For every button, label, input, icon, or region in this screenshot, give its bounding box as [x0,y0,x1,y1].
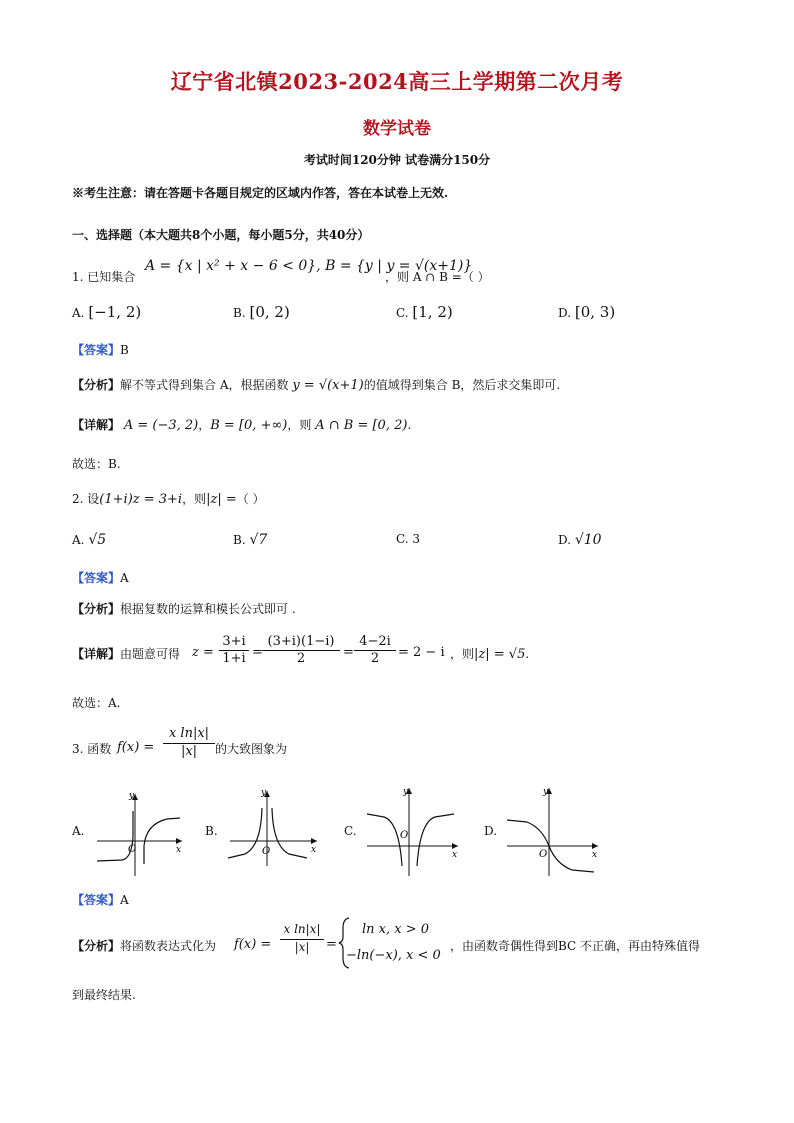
q1-detail [72,416,411,433]
q3-stem-suffix: 的大致图象为 [215,742,288,756]
origin-label: O [262,846,271,857]
q3-frac [163,726,215,759]
q2-option-d-value: √10 [574,532,602,548]
q3-analysis-eq: = [326,937,337,952]
q2-stem [72,490,265,507]
section-heading: 一、选择题（本大题共8个小题，每小题5分，共40分） [72,228,370,242]
x-label: x [592,850,598,860]
q1-option-b[interactable] [233,303,290,321]
q2-frac2 [262,634,340,666]
q3-analysis-frac [280,922,324,954]
q3-frac-den: |x| [163,743,215,759]
q1-analysis-text-b: 的值域得到集合 B，然后求交集即可. [363,378,561,392]
q3-graph-a[interactable] [92,786,192,878]
q1-option-c-label: C. [396,306,409,320]
exam-info: 考试时间120分钟 试卷满分150分 [303,153,491,167]
q1-option-b-label: B. [233,306,246,320]
origin-label: O [539,849,548,860]
q1-analysis-text-a: 解不等式得到集合 A，根据函数 [120,378,289,392]
q3-graph-d[interactable] [502,786,602,878]
q1-detail-tag: 【详解】 [72,418,121,432]
q1-option-d-label: D. [558,306,572,320]
x-axis-arrow-icon [176,838,182,844]
q1-answer [72,341,129,358]
q3-analysis-fx: f(x) = [234,937,272,952]
q1-stem-prefix: 已知集合 [87,270,136,284]
q1-set-b: , B = {y | y = √(x+1)} [316,258,473,274]
curve-right [272,808,307,858]
y-label: y [129,791,135,801]
q1-analysis-func: y = √(x+1) [292,378,364,393]
exam-subtitle: 数学试卷 [363,119,431,139]
q2-frac2-den: 2 [262,650,340,666]
curve-left [228,808,262,858]
curve-left [367,814,402,866]
q2-analysis-tag: 【分析】 [72,602,121,616]
q3-stem-prefix [72,740,111,757]
q3-number: 3. [72,742,84,756]
q2-option-b[interactable] [233,532,267,548]
x-label: x [176,845,182,855]
q3-fx: f(x) = [117,740,155,755]
q3-option-a-label[interactable]: A. [72,824,85,838]
q1-number: 1. [72,270,84,284]
q1-detail-sep: ， [198,418,211,432]
q3-piece1: ln x, x > 0 [362,922,430,937]
q2-detail-prefix [72,645,180,662]
q2-detail-period: . [525,647,530,661]
q2-stem-mid: ，则 [182,492,207,506]
q1-option-a-label: A. [72,306,85,320]
q2-option-b-label: B. [233,533,246,547]
q3-analysis-prefix [72,937,216,954]
q3-analysis-text-c: 到最终结果. [72,988,136,1002]
q2-option-d[interactable] [558,532,602,548]
x-label: x [311,845,317,855]
q2-frac1-den: 1+i [219,650,249,666]
q3-analysis-tag: 【分析】 [72,939,121,953]
q1-option-c-value: [1, 2) [412,303,453,321]
q1-choice: 故选：B. [72,457,121,471]
exam-notice: ※考生注意：请在答题卡各题目规定的区域内作答，答在本试卷上无效. [72,186,449,200]
q2-frac3 [354,634,396,666]
q2-z-equals: z = [192,645,214,660]
q3-analysis-frac-den: |x| [280,939,324,954]
q2-detail-end [450,645,529,662]
x-axis-arrow-icon [311,838,317,844]
q2-eq3: = 2 − i [398,645,445,660]
q3-analysis-text-a: 将函数表达式化为 [120,939,217,953]
q3-frac-num: x ln|x| [168,726,210,741]
q1-answer-value: B [120,343,129,357]
q2-option-b-value: √7 [249,532,268,548]
q2-detail-modulus: |z| = √5 [474,647,526,662]
q1-detail-set-b: B = [0, +∞) [210,418,288,433]
q3-piece2: −ln(−x), x < 0 [346,948,441,963]
q1-analysis-tag: 【分析】 [72,378,121,392]
origin-label: O [128,844,137,855]
q3-answer-tag: 【答案】 [72,893,121,907]
q1-detail-intersection: A ∩ B = [0, 2) [315,418,408,433]
q2-stem-suffix: （ ） [236,492,265,506]
q3-graph-c[interactable] [362,786,462,878]
q1-stem [72,268,135,285]
q2-detail-tag: 【详解】 [72,647,121,661]
q3-answer [72,891,129,908]
origin-label: O [400,830,409,841]
q2-option-d-label: D. [558,533,572,547]
q2-answer-tag: 【答案】 [72,571,121,585]
x-axis-arrow-icon [452,843,458,849]
curve-right [417,814,454,866]
q1-option-a-value: [−1, 2) [88,303,142,321]
q2-answer [72,569,129,586]
q1-option-d[interactable] [558,303,615,321]
q1-answer-tag: 【答案】 [72,343,121,357]
q2-stem-abs: |z| = [206,492,237,507]
q2-answer-value: A [120,571,129,585]
q2-detail-then: ，则 [450,647,475,661]
q3-answer-value: A [120,893,129,907]
x-axis-arrow-icon [592,843,598,849]
q3-option-b-label[interactable]: B. [205,824,218,838]
q2-frac3-num: 4−2i [359,634,391,649]
q3-option-d-label[interactable]: D. [484,824,498,838]
q2-stem-prefix: 设 [87,492,100,506]
q1-option-a[interactable] [72,303,141,321]
q2-eq2: = [343,645,354,660]
q2-option-a[interactable] [72,532,106,548]
q3-analysis-text-b: ，由函数奇偶性得到BC 不正确，再由特殊值得 [450,939,701,953]
q2-option-a-label: A. [72,533,85,547]
q2-frac1-num: 3+i [222,634,246,649]
q2-option-a-value: √5 [88,532,107,548]
y-label: y [403,787,409,797]
x-label: x [452,850,458,860]
q2-frac3-den: 2 [354,650,396,666]
q2-analysis [72,600,296,617]
q2-eq1: = [252,645,263,660]
q2-frac1 [219,634,249,666]
q2-analysis-text: 根据复数的运算和模长公式即可 . [120,602,296,616]
q1-set-a: A = {x | x² + x − 6 < 0} [145,258,317,274]
q1-analysis [72,376,560,393]
q1-option-c[interactable] [396,303,453,321]
q2-stem-equation: (1+i)z = 3+i [99,492,183,507]
q2-choice: 故选：A. [72,696,121,710]
q3-stem-text: 函数 [87,742,112,756]
q2-option-c-label: C. 3 [396,532,421,546]
q2-frac2-num: (3+i)(1−i) [267,634,335,649]
q2-number: 2. [72,492,84,506]
y-label: y [543,787,549,797]
q2-option-c[interactable] [396,532,420,546]
q1-option-d-value: [0, 3) [574,303,616,321]
q1-detail-set-a: A = (−3, 2) [123,418,199,433]
q1-detail-end: . [407,418,412,432]
q1-option-b-value: [0, 2) [249,303,290,321]
q1-stem-suffix: ，则 A ∩ B =（ ） [385,270,490,284]
q3-analysis-frac-num: x ln|x| [283,922,321,936]
q2-detail-text: 由题意可得 [120,647,181,661]
q3-graph-b[interactable] [225,786,325,878]
y-label: y [261,788,267,798]
exam-title: 辽宁省北镇2023-2024高三上学期第二次月考 [170,69,624,94]
q1-detail-then: ，则 [287,418,312,432]
q3-option-c-label[interactable]: C. [344,824,357,838]
